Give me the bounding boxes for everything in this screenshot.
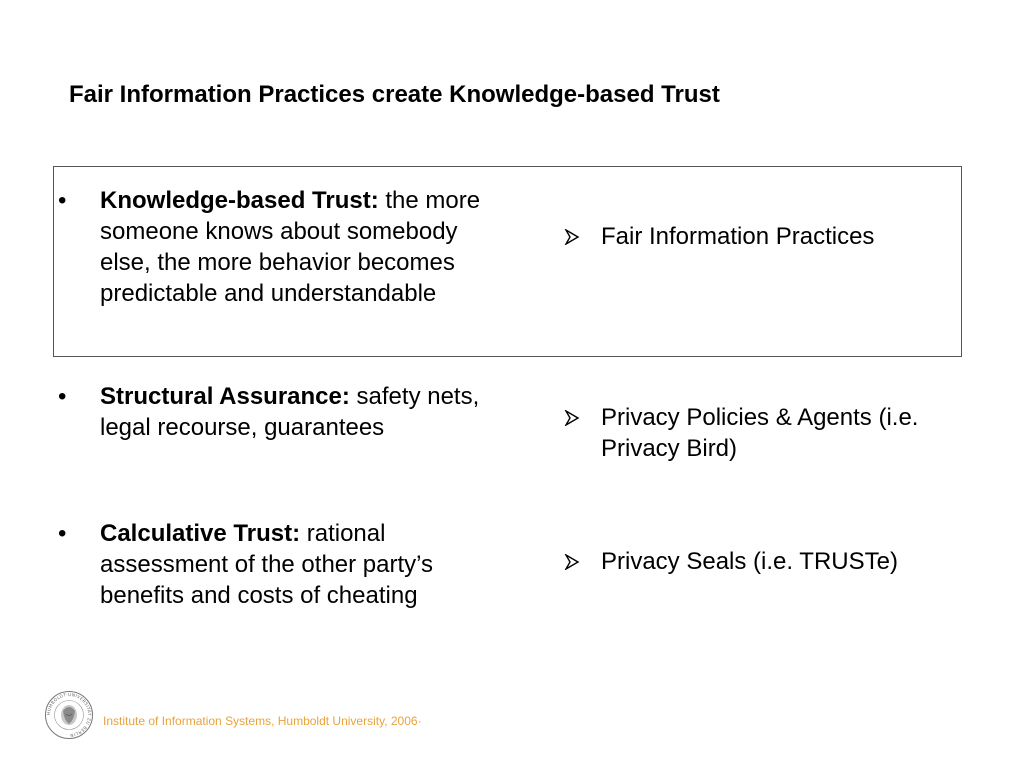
arrow-item-text: Privacy Policies & Agents (i.e. Privacy Bird) xyxy=(601,404,919,462)
arrow-item-privacy-policies xyxy=(564,402,964,464)
bullet-text xyxy=(100,381,488,443)
bullet-description: the more someone knows about somebody else, the more behavior becomes predictable and understandable xyxy=(100,187,481,307)
arrow-item-text: Privacy Seals (i.e. TRUSTe) xyxy=(601,548,898,575)
footer-institution: Institute of Information Systems, Humboldt University, 2006· xyxy=(103,714,422,728)
bullet-term: Knowledge-based Trust: xyxy=(100,187,379,214)
bullet-term: Structural Assurance: xyxy=(100,383,350,410)
bullet-structural-assurance xyxy=(58,381,488,443)
university-seal-icon xyxy=(44,690,94,740)
seal-text: HUMBOLDT-UNIVERSITÄT ZU BERLIN xyxy=(45,691,93,739)
arrow-bullet-icon xyxy=(564,554,580,570)
bullet-text xyxy=(100,185,488,309)
bullet-knowledge-based-trust xyxy=(58,185,488,309)
bullet-text xyxy=(100,518,488,611)
bullet-calculative-trust xyxy=(58,518,488,611)
arrow-item-text: Fair Information Practices xyxy=(601,223,875,250)
arrow-bullet-icon xyxy=(564,410,580,426)
bullet-term: Calculative Trust: xyxy=(100,520,301,547)
slide-title: Fair Information Practices create Knowledge-based Trust xyxy=(69,81,720,108)
bullet-dot-icon: • xyxy=(58,520,67,547)
bullet-dot-icon: • xyxy=(58,187,67,214)
bullet-description: safety nets, legal recourse, guarantees xyxy=(100,383,480,441)
arrow-bullet-icon xyxy=(564,229,580,245)
bullet-dot-icon: • xyxy=(58,383,67,410)
arrow-item-privacy-seals xyxy=(564,546,964,577)
bullet-description: rational assessment of the other party’s benefits and costs of cheating xyxy=(100,520,434,609)
arrow-item-fair-information-practices xyxy=(564,221,964,252)
